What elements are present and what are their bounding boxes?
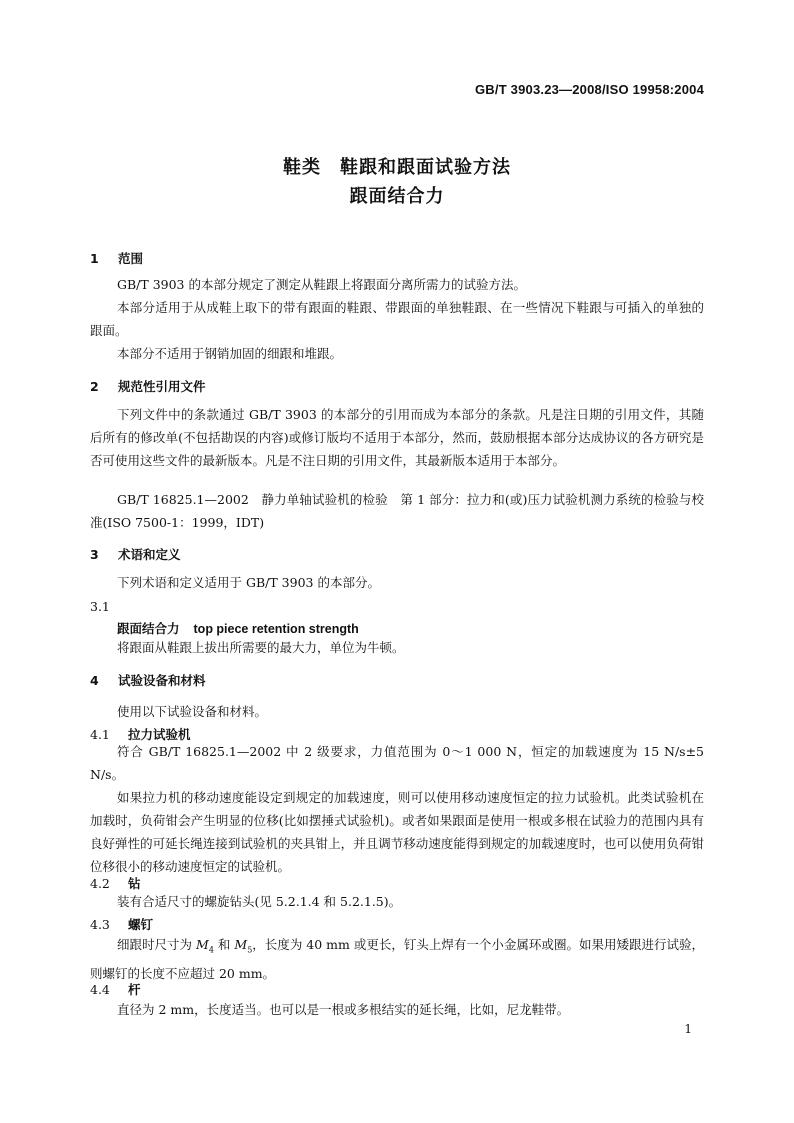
document-subtitle: 跟面结合力 [349,186,445,207]
section-3-heading [90,546,181,564]
subsection-title: 钻 [128,876,141,891]
document-title: 鞋类 鞋跟和跟面试验方法 [283,157,511,178]
standard-code: GB/T 3903.23—2008/ISO 19958:2004 [475,82,704,97]
subsection-number: 4.2 [90,876,110,891]
term-english: top piece retention strength [193,622,359,636]
subsection-number: 4.4 [90,982,110,997]
paragraph: 直径为 2 mm，长度适当。也可以是一根或多根结实的延长绳，比如，尼龙鞋带。 [117,1002,570,1017]
paragraph: 下列术语和定义适用于 GB/T 3903 的本部分。 [117,575,380,590]
text-run: 细跟时尺寸为 [117,937,197,952]
section-2-heading [90,378,206,396]
section-title: 规范性引用文件 [118,379,206,394]
paragraph: 装有合适尺寸的螺旋钻头(见 5.2.1.4 和 5.2.1.5)。 [117,894,402,909]
section-1-heading [90,250,143,268]
term-chinese: 跟面结合力 [117,621,180,636]
paragraph: 如果拉力机的移动速度能设定到规定的加载速度，则可以使用移动速度恒定的拉力试验机。此类试验机在加载时，负荷钳会产生明显的位移(比如摆捶式试验机)。或者如果跟面是使用一根或多根在试验力的范围内具有良好弹性的可延长绳连接到试验机的夹具钳上，并且调节移动速度能得到规定的加载速度时，也可以使用负荷钳位移很小的移动速度恒定的试验机。 [90,790,704,874]
subsection-title: 拉力试验机 [128,727,191,742]
subsection-title: 杆 [128,982,141,997]
paragraph: GB/T 3903 的本部分规定了测定从鞋跟上将跟面分离所需力的试验方法。 [117,277,526,292]
section-number: 3 [90,547,99,562]
text-run: ，长度为 40 mm 或更长，钉头上焊有一个小金属环或圈。如果用矮跟进行试验，则螺钉的长度不应超过 20 mm。 [90,937,704,981]
section-number: 2 [90,379,99,394]
subscript: 4 [208,945,214,955]
paragraph: 下列文件中的条款通过 GB/T 3903 的本部分的引用而成为本部分的条款。凡是注日期的引用文件，其随后所有的修改单(不包括勘误的内容)或修订版均不适用于本部分，然而，鼓励根据本部分达成协议的各方研究是否可使用这些文件的最新版本。凡是不注日期的引用文件，其最新版本适用于本部分。 [90,407,704,468]
subsection-number: 4.3 [90,917,110,932]
subsection-number: 4.1 [90,727,110,742]
section-title: 试验设备和材料 [118,673,206,688]
subscript: 5 [247,945,253,955]
symbol-m: M [196,937,209,952]
text-run: 和 [213,937,235,952]
subsection-4-4-heading [90,981,141,999]
section-title: 术语和定义 [118,547,181,562]
subsection-4-3-heading [90,916,153,934]
paragraph: GB/T 16825.1—2002 静力单轴试验机的检验 第 1 部分：拉力和(或)压力试验机测力系统的检验与校准(ISO 7500-1：1999，IDT) [90,492,704,530]
symbol-m: M [234,937,248,952]
paragraph: 符合 GB/T 16825.1—2002 中 2 级要求，力值范围为 0～1 000 N，恒定的加载速度为 15 N/s±5 N/s。 [90,744,704,782]
page-number: 1 [684,1022,692,1036]
section-4-heading [90,672,206,690]
section-title: 范围 [118,251,144,266]
section-number: 4 [90,673,99,688]
section-number: 1 [90,251,99,266]
paragraph [90,933,704,985]
subsection-3-1-number: 3.1 [90,599,110,614]
subsection-title: 螺钉 [128,917,154,932]
paragraph: 本部分不适用于钢销加固的细跟和堆跟。 [117,346,343,361]
paragraph: 使用以下试验设备和材料。 [117,704,268,719]
paragraph: 本部分适用于从成鞋上取下的带有跟面的鞋跟、带跟面的单独鞋跟、在一些情况下鞋跟与可插入的单独的跟面。 [90,300,704,338]
term-definition: 将跟面从鞋跟上拔出所需要的最大力，单位为牛顿。 [117,640,405,655]
